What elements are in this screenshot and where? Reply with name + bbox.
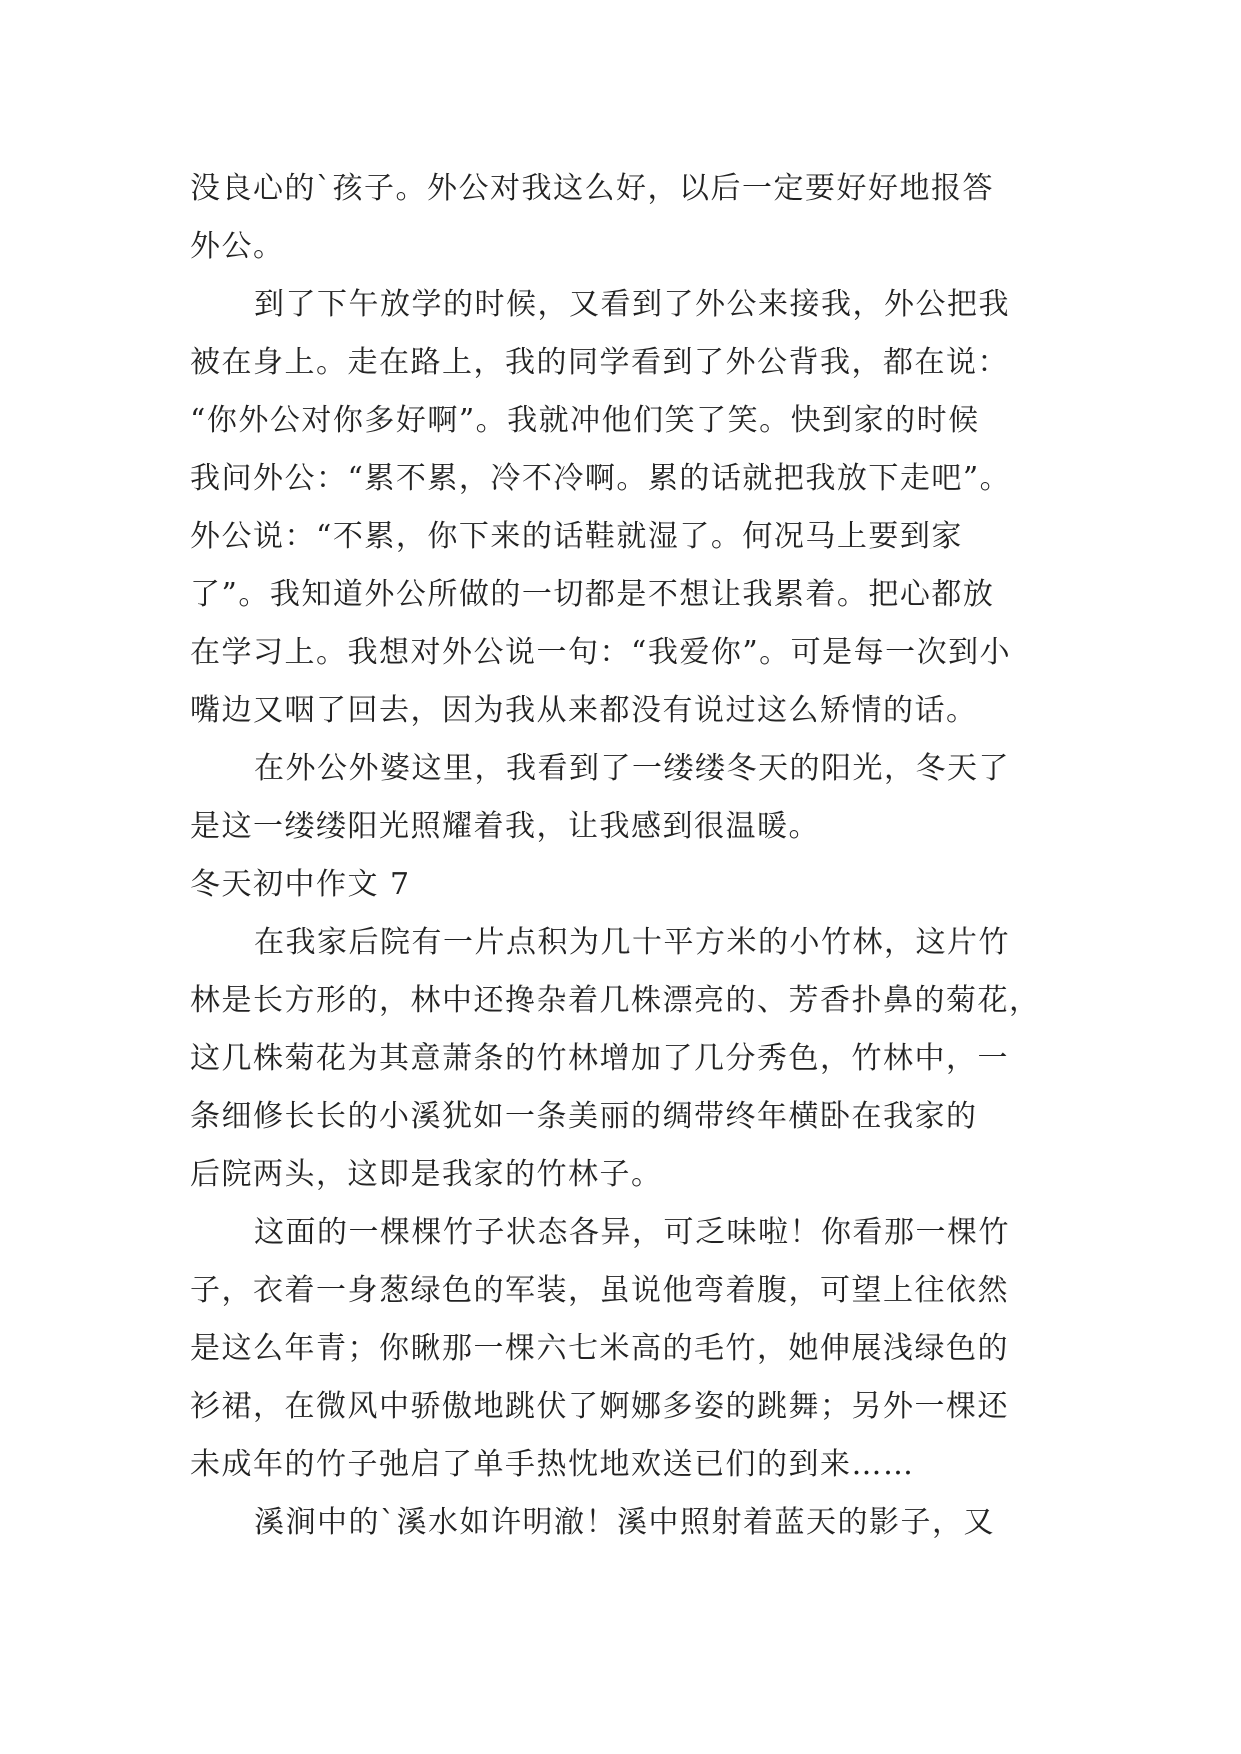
text-line: 我问外公：“累不累，冷不冷啊。累的话就把我放下走吧”。 — [190, 461, 1012, 496]
text-line: 溪涧中的`溪水如许明澈！溪中照射着蓝天的影子，又 — [254, 1505, 995, 1540]
text-line: 这面的一棵棵竹子状态各异，可乏味啦！你看那一棵竹 — [254, 1215, 1010, 1250]
text-line: 是这一缕缕阳光照耀着我，让我感到很温暖。 — [190, 809, 820, 844]
text-line: 这几株菊花为其意萧条的竹林增加了几分秀色，竹林中，一 — [190, 1041, 1009, 1076]
text-line: 在我家后院有一片点积为几十平方米的小竹林，这片竹 — [254, 925, 1010, 960]
text-line: 被在身上。走在路上，我的同学看到了外公背我，都在说： — [190, 345, 1009, 380]
text-line: 没良心的`孩子。外公对我这么好，以后一定要好好地报答 — [190, 171, 994, 206]
section-heading: 冬天初中作文 7 — [190, 867, 411, 902]
text-line: 子，衣着一身葱绿色的军装，虽说他弯着腹，可望上往依然 — [190, 1273, 1009, 1308]
text-line: “你外公对你多好啊”。我就冲他们笑了笑。快到家的时候 — [190, 403, 980, 438]
text-line: 在学习上。我想对外公说一句：“我爱你”。可是每一次到小 — [190, 635, 1012, 670]
text-line: 到了下午放学的时候，又看到了外公来接我，外公把我 — [254, 287, 1010, 322]
text-line: 衫裙，在微风中骄傲地跳伏了婀娜多姿的跳舞；另外一棵还 — [190, 1389, 1009, 1424]
text-line: 是这么年青；你瞅那一棵六七米高的毛竹，她伸展浅绿色的 — [190, 1331, 1009, 1366]
document-body — [190, 160, 1060, 1552]
text-line: 后院两头，这即是我家的竹林子。 — [190, 1157, 663, 1192]
text-line: 林是长方形的，林中还搀杂着几株漂亮的、芳香扑鼻的菊花， — [190, 983, 1041, 1018]
text-line: 在外公外婆这里，我看到了一缕缕冬天的阳光，冬天了 — [254, 751, 1010, 786]
text-line: 条细修长长的小溪犹如一条美丽的绸带终年横卧在我家的 — [190, 1099, 978, 1134]
text-line: 嘴边又咽了回去，因为我从来都没有说过这么矫情的话。 — [190, 693, 978, 728]
text-line: 外公说：“不累，你下来的话鞋就湿了。何况马上要到家 — [190, 519, 963, 554]
text-line: 未成年的竹子弛启了单手热忱地欢送已们的到来…… — [190, 1447, 915, 1482]
text-line: 外公。 — [190, 229, 285, 264]
text-line: 了”。我知道外公所做的一切都是不想让我累着。把心都放 — [190, 577, 995, 612]
